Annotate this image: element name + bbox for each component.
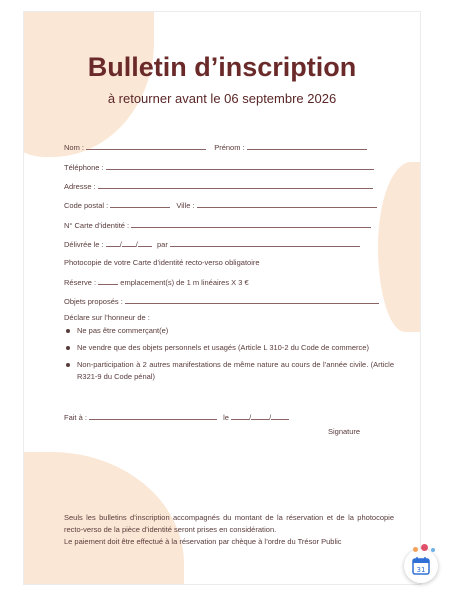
fait-a-field[interactable] — [89, 412, 217, 420]
page-subtitle: à retourner avant le 06 septembre 2026 — [107, 91, 337, 106]
prenom-label: Prénom : — [214, 143, 245, 152]
registration-form-page — [24, 12, 420, 584]
declare-heading: Déclare sur l’honneur de : — [64, 313, 150, 322]
carte-identite-label: N° Carte d’identité : — [64, 221, 130, 230]
adresse-label: Adresse : — [64, 182, 96, 191]
photocopie-note: Photocopie de votre Carte d’identité recto-verso obligatoire — [64, 258, 260, 267]
fait-month-field[interactable] — [251, 412, 269, 420]
row-delivree: Délivrée le : / / par — [64, 239, 360, 249]
row-adresse — [64, 181, 373, 191]
signature-label: Signature — [328, 427, 361, 436]
calendar-icon — [404, 549, 438, 583]
reserve-label: Réserve : — [64, 278, 97, 287]
nom-field[interactable] — [86, 142, 206, 150]
footer-notice — [64, 512, 394, 548]
objets-label: Objets proposés : — [64, 297, 123, 306]
footer-line-2: Le paiement doit être effectué à la réservation par chèque à l’ordre du Trésor Public — [64, 537, 342, 546]
row-reserve — [64, 277, 249, 287]
telephone-field[interactable] — [106, 162, 374, 170]
reserve-suffix: emplacement(s) de 1 m linéaires X 3 € — [120, 278, 249, 287]
fait-year-field[interactable] — [271, 412, 289, 420]
row-code-postal-ville — [64, 200, 377, 210]
objets-field[interactable] — [125, 296, 379, 304]
row-telephone — [64, 162, 374, 172]
row-carte-identite — [64, 220, 371, 230]
fait-day-field[interactable] — [231, 412, 249, 420]
decorative-blob-top-left — [24, 12, 154, 157]
decorative-blob-right — [378, 162, 420, 332]
par-field[interactable] — [170, 239, 360, 247]
le-label: le — [223, 413, 229, 422]
row-objets — [64, 296, 379, 306]
telephone-label: Téléphone : — [64, 163, 104, 172]
nom-label: Nom : — [64, 143, 85, 152]
code-postal-label: Code postal : — [64, 201, 109, 210]
declaration-item: Ne vendre que des objets personnels et usagés (Article L 310-2 du Code de commerce) — [64, 342, 394, 354]
prenom-field[interactable] — [247, 142, 367, 150]
delivree-day-field[interactable] — [106, 239, 120, 247]
page-title: Bulletin d’inscription — [87, 52, 357, 82]
calendar-widget-button[interactable] — [404, 549, 438, 583]
row-fait-a: Fait à : le / / — [64, 412, 289, 422]
calendar-day-number: 31 — [416, 566, 426, 574]
ville-field[interactable] — [197, 200, 377, 208]
footer-line-1: Seuls les bulletins d’inscription accompagnés du montant de la réservation et de la photocopie recto-verso de la pièce d’identité seront prises en considération. — [64, 513, 394, 534]
par-label: par — [156, 240, 168, 249]
reserve-quantity-field[interactable] — [98, 277, 118, 285]
ville-label: Ville : — [176, 201, 195, 210]
declaration-item: Non-participation à 2 autres manifestations de même nature au cours de l’année civile. (Article R321-9 du Code pénal) — [64, 359, 394, 383]
adresse-field[interactable] — [98, 181, 373, 189]
code-postal-field[interactable] — [110, 200, 170, 208]
delivree-label: Délivrée le : — [64, 240, 104, 249]
fait-a-label: Fait à : — [64, 413, 87, 422]
declarations-list — [64, 325, 394, 388]
carte-identite-field[interactable] — [131, 220, 371, 228]
declaration-item: Ne pas être commerçant(e) — [64, 325, 394, 337]
row-nom-prenom — [64, 142, 367, 152]
delivree-year-field[interactable] — [138, 239, 152, 247]
delivree-month-field[interactable] — [122, 239, 136, 247]
